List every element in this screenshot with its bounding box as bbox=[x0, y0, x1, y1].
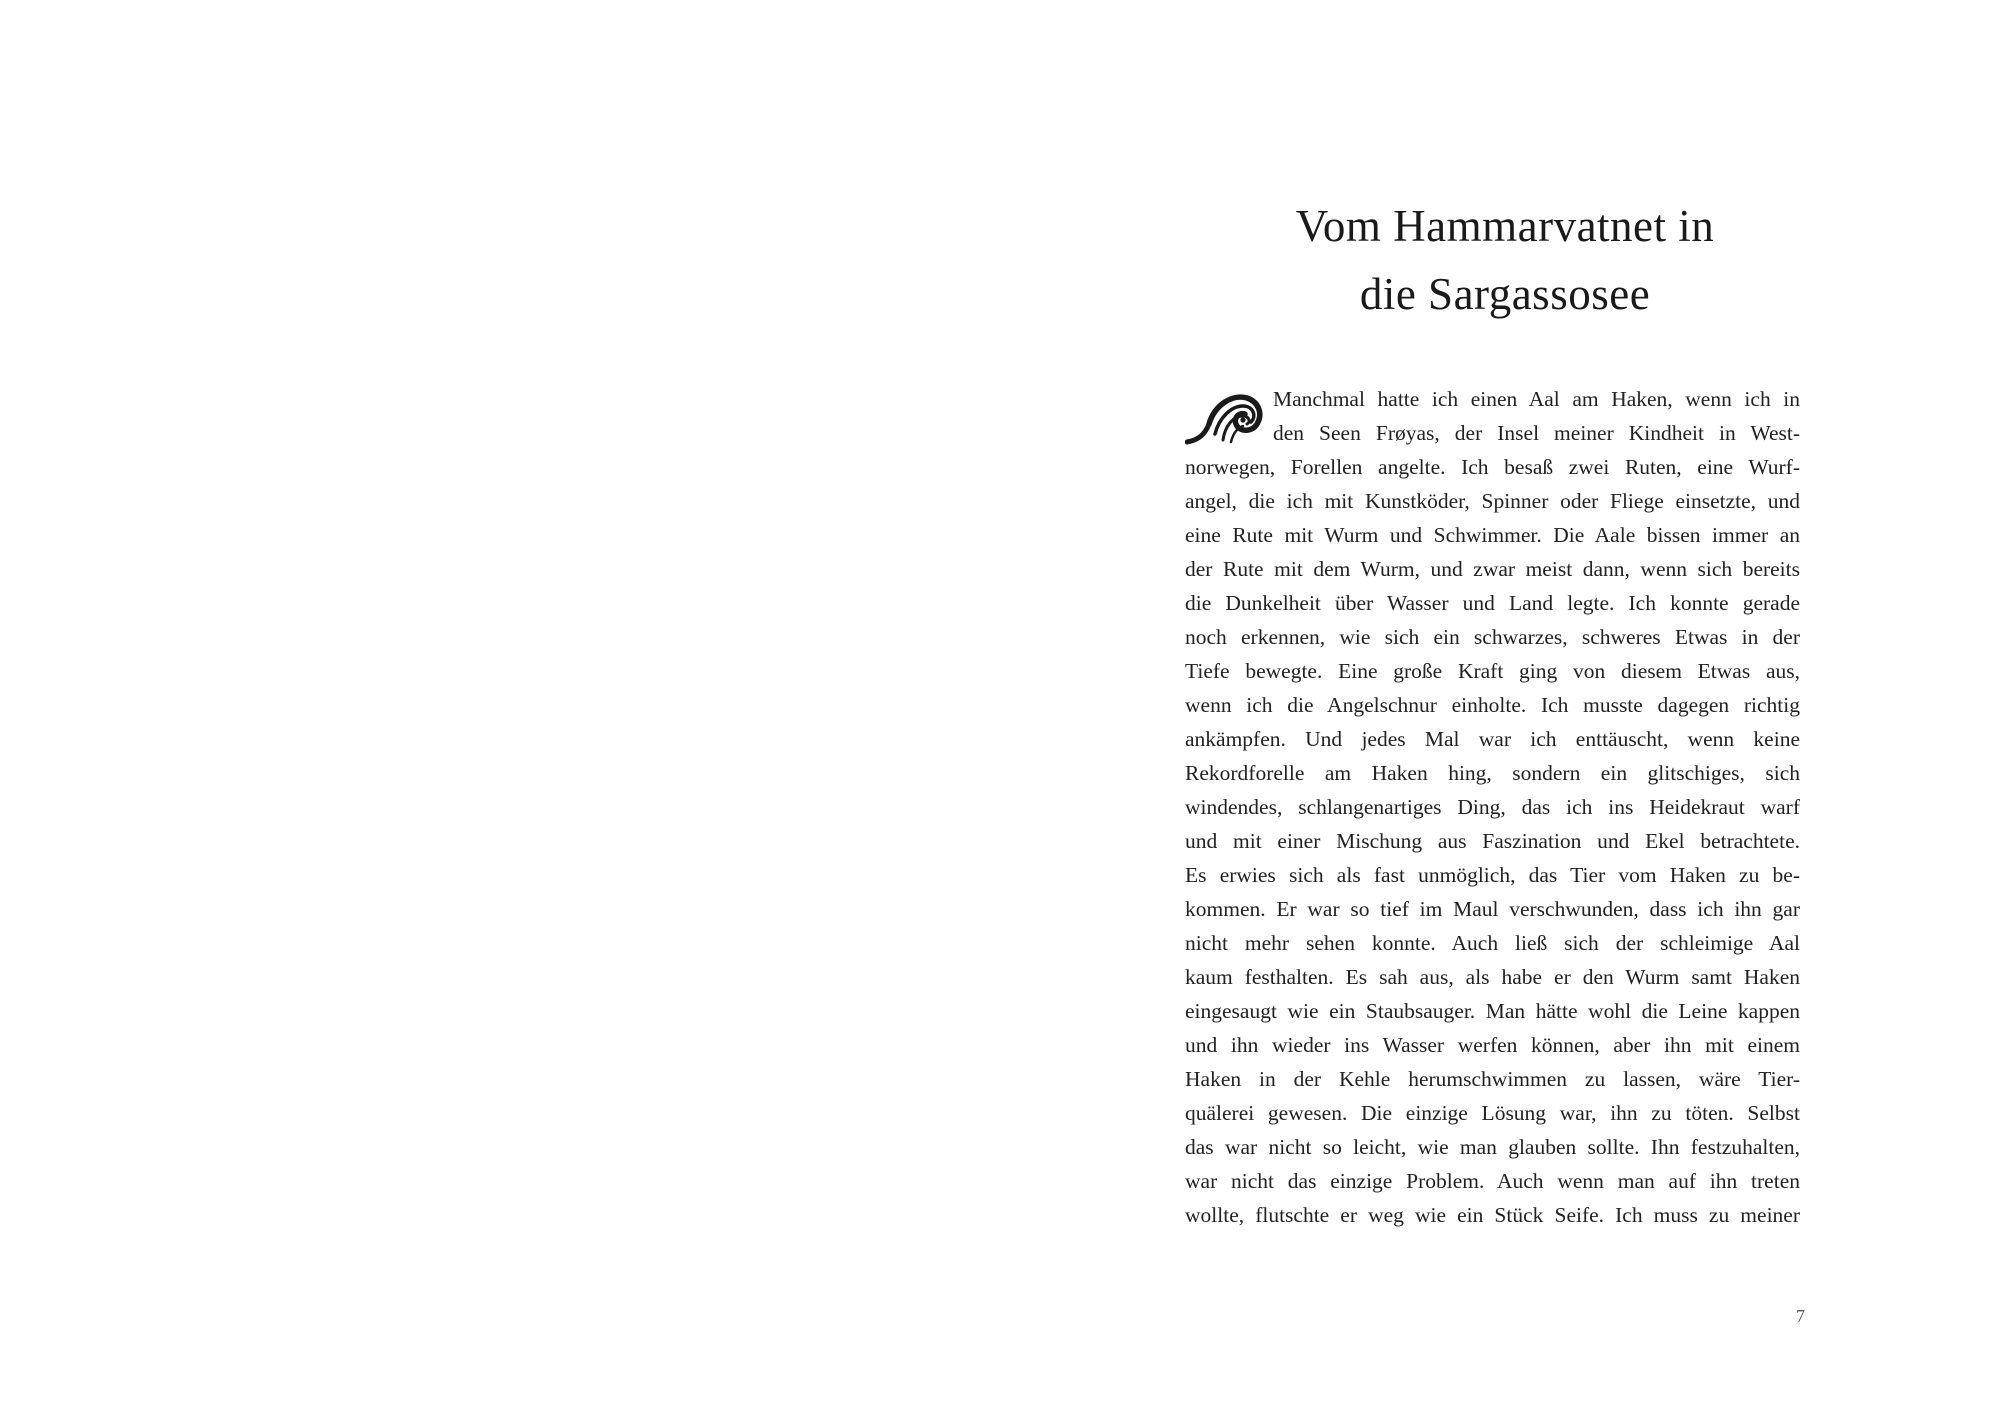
body-line-23: das war nicht so leicht, wie man glauben sollte. Ihn festzuhalten, bbox=[1185, 1135, 1800, 1159]
body-line-20: und ihn wieder ins Wasser werfen können, aber ihn mit einem bbox=[1185, 1033, 1800, 1057]
chapter-title-line-2: die Sargassosee bbox=[1359, 269, 1651, 319]
right-page bbox=[1000, 0, 2000, 1414]
body-line-24: war nicht das einzige Problem. Auch wenn man auf ihn treten bbox=[1185, 1169, 1800, 1193]
body-line-13: windendes, schlangenartiges Ding, das ich ins Heidekraut warf bbox=[1185, 795, 1800, 819]
body-line-1: Manchmal hatte ich einen Aal am Haken, wenn ich in bbox=[1273, 387, 1800, 411]
body-line-19: eingesaugt wie ein Staubsauger. Man hätte wohl die Leine kappen bbox=[1185, 999, 1800, 1023]
chapter-title-line-1: Vom Hammarvatnet in bbox=[1295, 201, 1715, 251]
chapter-title bbox=[1185, 192, 1825, 328]
body-line-4: angel, die ich mit Kunstköder, Spinner oder Fliege einsetzte, und bbox=[1185, 489, 1800, 513]
body-line-3: norwegen, Forellen angelte. Ich besaß zwei Ruten, eine Wurf- bbox=[1185, 455, 1800, 479]
body-line-9: Tiefe bewegte. Eine große Kraft ging von diesem Etwas aus, bbox=[1185, 659, 1800, 683]
body-line-14: und mit einer Mischung aus Faszination und Ekel betrachtete. bbox=[1185, 829, 1800, 853]
body-line-11: ankämpfen. Und jedes Mal war ich enttäuscht, wenn keine bbox=[1185, 727, 1800, 751]
body-line-21: Haken in der Kehle herumschwimmen zu lassen, wäre Tier- bbox=[1185, 1067, 1800, 1091]
body-line-7: die Dunkelheit über Wasser und Land legte. Ich konnte gerade bbox=[1185, 591, 1800, 615]
body-line-18: kaum festhalten. Es sah aus, als habe er den Wurm samt Haken bbox=[1185, 965, 1800, 989]
body-line-22: quälerei gewesen. Die einzige Lösung war, ihn zu töten. Selbst bbox=[1185, 1101, 1800, 1125]
body-line-15: Es erwies sich als fast unmöglich, das Tier vom Haken zu be- bbox=[1185, 863, 1800, 887]
body-line-8: noch erkennen, wie sich ein schwarzes, schweres Etwas in der bbox=[1185, 625, 1800, 649]
body-line-25: wollte, flutschte er weg wie ein Stück Seife. Ich muss zu meiner bbox=[1185, 1203, 1800, 1227]
page-number: 7 bbox=[1796, 1306, 1805, 1326]
body-line-10: wenn ich die Angelschnur einholte. Ich musste dagegen richtig bbox=[1185, 693, 1800, 717]
body-line-6: der Rute mit dem Wurm, und zwar meist dann, wenn sich bereits bbox=[1185, 557, 1800, 581]
body-line-5: eine Rute mit Wurm und Schwimmer. Die Aale bissen immer an bbox=[1185, 523, 1800, 547]
body-line-2: den Seen Frøyas, der Insel meiner Kindheit in West- bbox=[1273, 421, 1800, 445]
body-line-16: kommen. Er war so tief im Maul verschwunden, dass ich ihn gar bbox=[1185, 897, 1800, 921]
body-text bbox=[1185, 382, 1800, 1232]
body-line-17: nicht mehr sehen konnte. Auch ließ sich der schleimige Aal bbox=[1185, 931, 1800, 955]
body-line-12: Rekordforelle am Haken hing, sondern ein glitschiges, sich bbox=[1185, 761, 1800, 785]
wave-icon bbox=[1185, 390, 1265, 446]
